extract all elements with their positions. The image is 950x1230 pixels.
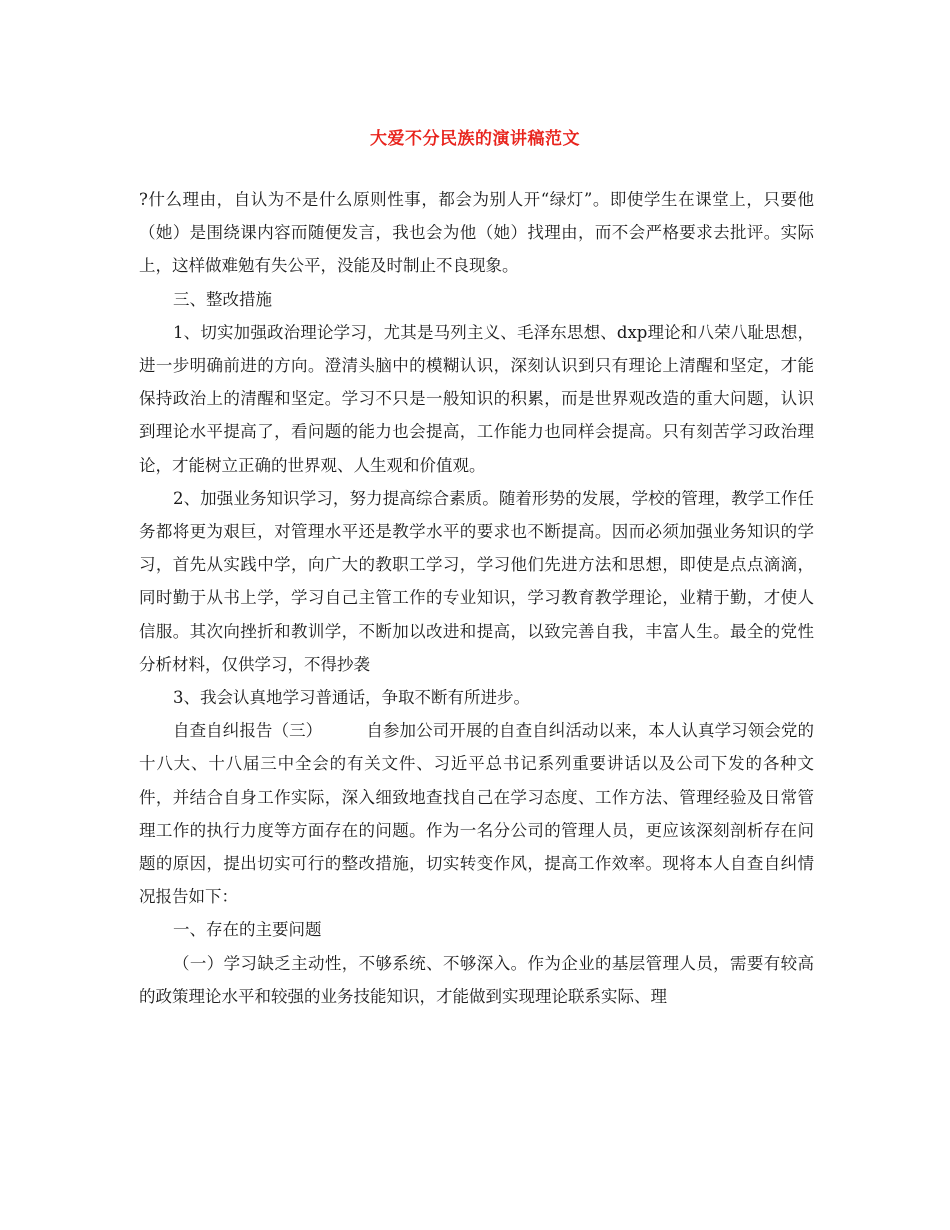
paragraph-measure-1: 1、切实加强政治理论学习，尤其是马列主义、毛泽东思想、dxp理论和八荣八耻思想，进一步明确前进的方向。澄清头脑中的模糊认识，深刻认识到只有理论上清醒和坚定，才能保持政治上的清醒和坚定。学习不只是一般知识的积累，而是世界观改造的重大问题，认识到理论水平提高了，看问题的能力也会提高，工作能力也同样会提高。只有刻苦学习政治理论，才能树立正确的世界观、人生观和价值观。 [139,322,814,475]
paragraph-measure-3: 3、我会认真地学习普通话，争取不断有所进步。 [173,688,530,708]
section-heading-rectification: 三、整改措施 [173,289,272,309]
report-intro-text: 自参加公司开展的自查自纠活动以来，本人认真学习领会党的十八大、十八届三中全会的有关文件、习近平总书记系列重要讲话以及公司下发的各种文件，并结合自身工作实际，深入细致地查找自己在学习态度、工作方法、管理经验及日常管理工作的执行力度等方面存在的问题。作为一名分公司的管理人员，更应该深刻剖析存在问题的原因，提出切实可行的整改措施，切实转变作风，提高工作效率。现将本人自查自纠情况报告如下： [139,721,815,907]
paragraph-measure-2: 2、加强业务知识学习，努力提高综合素质。随着形势的发展，学校的管理，教学工作任务都将更为艰巨，对管理水平还是教学水平的要求也不断提高。因而必须加强业务知识的学习，首先从实践中学，向广大的教职工学习，学习他们先进方法和思想，即使是点点滴滴，同时勤于从书上学，学习自己主管工作的专业知识，学习教育教学理论，业精于勤，才使人信服。其次向挫折和教训学，不断加以改进和提高，以致完善自我，丰富人生。最全的党性分析材料，仅供学习，不得抄袭 [139,488,814,674]
paragraph-continuation: ?什么理由，自认为不是什么原则性事，都会为别人开“绿灯”。即使学生在课堂上，只要他（她）是围绕课内容而随便发言，我也会为他（她）找理由，而不会严格要求去批评。实际上，这样做难勉有失公平，没能及时制止不良现象。 [139,190,814,276]
paragraph-problem-1: （一）学习缺乏主动性，不够系统、不够深入。作为企业的基层管理人员，需要有较高的政策理论水平和较强的业务技能知识，才能做到实现理论联系实际、理 [139,953,814,1006]
paragraph-report-intro [139,714,814,913]
section-heading-problems: 一、存在的主要问题 [173,920,322,940]
document-body [139,183,814,1013]
report-heading: 自查自纠报告（三） [173,721,323,741]
document-title: 大爱不分民族的演讲稿范文 [370,129,580,149]
